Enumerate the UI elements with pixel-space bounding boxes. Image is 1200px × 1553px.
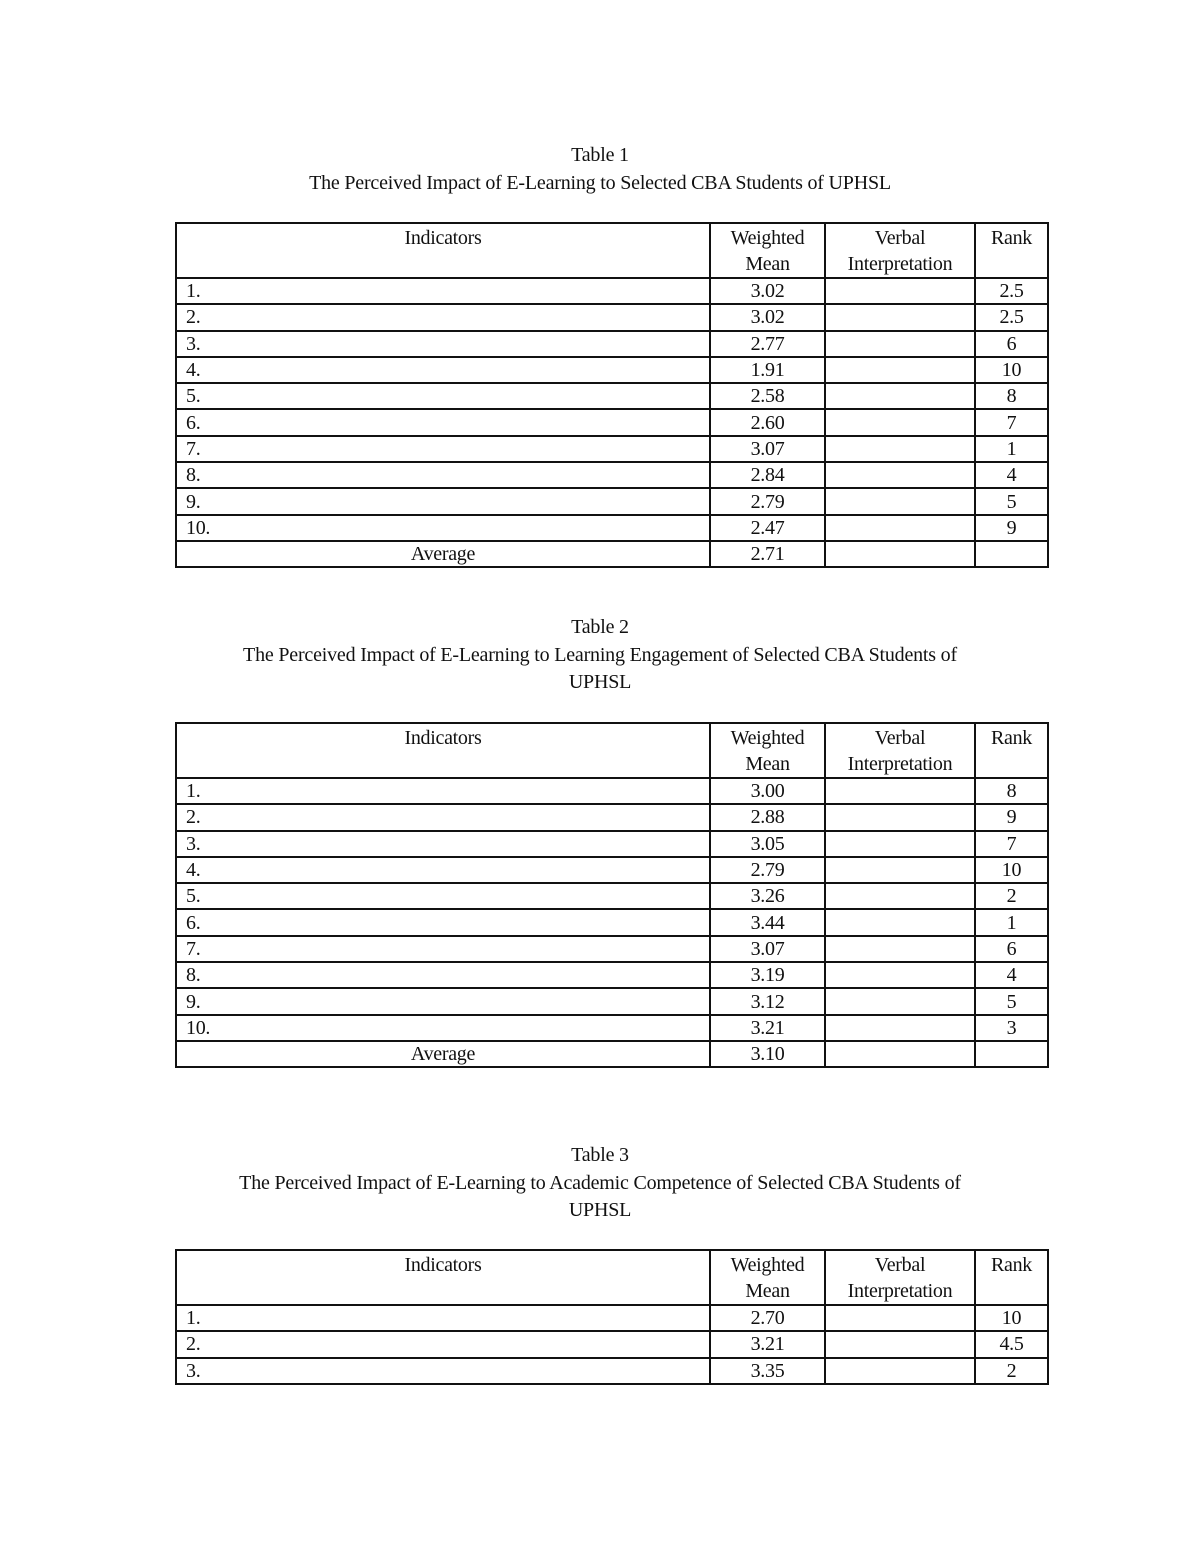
rank-cell: 10 [975, 1305, 1048, 1331]
weighted-mean-cell: 2.47 [710, 515, 825, 541]
verbal-interpretation-cell [825, 804, 975, 830]
header-weighted-mean: Weighted Mean [710, 1250, 825, 1305]
verbal-interpretation-cell [825, 936, 975, 962]
verbal-interpretation-cell [825, 515, 975, 541]
indicator-cell: 3. [176, 331, 710, 357]
header-rank: Rank [975, 723, 1048, 778]
weighted-mean-cell: 3.26 [710, 883, 825, 909]
weighted-mean-cell: 3.19 [710, 962, 825, 988]
rank-cell: 4 [975, 462, 1048, 488]
verbal-interpretation-cell [825, 1305, 975, 1331]
rank-cell: 5 [975, 488, 1048, 514]
verbal-interpretation-cell [825, 304, 975, 330]
table-row [176, 778, 1048, 804]
table-1-label: Table 1 [571, 144, 629, 166]
indicator-cell: 7. [176, 436, 710, 462]
average-label: Average [176, 541, 710, 567]
table-1 [175, 222, 1049, 568]
verbal-interpretation-cell [825, 909, 975, 935]
weighted-mean-cell: 2.79 [710, 857, 825, 883]
rank-cell: 7 [975, 831, 1048, 857]
rank-cell: 8 [975, 383, 1048, 409]
weighted-mean-cell: 3.07 [710, 936, 825, 962]
weighted-mean-cell: 3.44 [710, 909, 825, 935]
table-2-label: Table 2 [571, 616, 629, 638]
table-row [176, 304, 1048, 330]
rank-cell: 4.5 [975, 1331, 1048, 1357]
rank-cell: 2 [975, 883, 1048, 909]
table-row [176, 278, 1048, 304]
weighted-mean-cell: 3.02 [710, 278, 825, 304]
indicator-cell: 9. [176, 488, 710, 514]
indicator-cell: 8. [176, 962, 710, 988]
indicator-cell: 10. [176, 515, 710, 541]
weighted-mean-cell: 1.91 [710, 357, 825, 383]
table-row [176, 409, 1048, 435]
indicator-cell: 8. [176, 462, 710, 488]
weighted-mean-cell: 3.02 [710, 304, 825, 330]
verbal-interpretation-cell [825, 409, 975, 435]
weighted-mean-cell: 3.07 [710, 436, 825, 462]
indicator-cell: 9. [176, 988, 710, 1014]
table-row [176, 462, 1048, 488]
verbal-interpretation-cell [825, 778, 975, 804]
indicator-cell: 1. [176, 278, 710, 304]
indicator-cell: 6. [176, 909, 710, 935]
average-label: Average [176, 1041, 710, 1067]
rank-cell: 8 [975, 778, 1048, 804]
header-indicators: Indicators [176, 1250, 710, 1305]
table-row [176, 1305, 1048, 1331]
header-verbal-interpretation: Verbal Interpretation [825, 1250, 975, 1305]
header-rank: Rank [975, 1250, 1048, 1305]
table-3 [175, 1249, 1049, 1385]
table-row [176, 804, 1048, 830]
rank-cell: 2.5 [975, 304, 1048, 330]
average-row [176, 1041, 1048, 1067]
table-header-row [176, 1250, 1048, 1305]
rank-cell: 4 [975, 962, 1048, 988]
indicator-cell: 3. [176, 831, 710, 857]
verbal-interpretation-cell [825, 436, 975, 462]
rank-cell: 9 [975, 804, 1048, 830]
average-row [176, 541, 1048, 567]
indicator-cell: 5. [176, 883, 710, 909]
header-weighted-mean: Weighted Mean [710, 723, 825, 778]
verbal-interpretation-cell [825, 357, 975, 383]
verbal-interpretation-cell [825, 331, 975, 357]
weighted-mean-cell: 2.79 [710, 488, 825, 514]
rank-cell: 10 [975, 357, 1048, 383]
table-2-caption [150, 614, 1050, 697]
table-header-row [176, 723, 1048, 778]
table-2-title-line-2: UPHSL [568, 671, 632, 693]
table-row [176, 488, 1048, 514]
table-3-title-line-1: The Perceived Impact of E-Learning to Academic Competence of Selected CBA Students of [239, 1171, 961, 1194]
table-3-label: Table 3 [571, 1144, 629, 1166]
indicator-cell: 3. [176, 1358, 710, 1384]
verbal-interpretation-cell [825, 883, 975, 909]
verbal-interpretation-cell [825, 278, 975, 304]
average-mean: 2.71 [710, 541, 825, 567]
table-1-caption [150, 142, 1050, 197]
average-mean: 3.10 [710, 1041, 825, 1067]
indicator-cell: 2. [176, 804, 710, 830]
verbal-interpretation-cell [825, 383, 975, 409]
weighted-mean-cell: 3.12 [710, 988, 825, 1014]
verbal-interpretation-cell [825, 488, 975, 514]
rank-cell: 10 [975, 857, 1048, 883]
rank-cell: 2.5 [975, 278, 1048, 304]
verbal-interpretation-cell [825, 831, 975, 857]
table-row [176, 936, 1048, 962]
table-row [176, 436, 1048, 462]
table-row [176, 962, 1048, 988]
weighted-mean-cell: 3.21 [710, 1015, 825, 1041]
verbal-interpretation-cell [825, 462, 975, 488]
table-2-title-line-1: The Perceived Impact of E-Learning to Learning Engagement of Selected CBA Students of [243, 643, 957, 666]
table-1-title: The Perceived Impact of E-Learning to Selected CBA Students of UPHSL [309, 171, 891, 194]
header-rank: Rank [975, 223, 1048, 278]
indicator-cell: 7. [176, 936, 710, 962]
rank-cell: 9 [975, 515, 1048, 541]
indicator-cell: 4. [176, 857, 710, 883]
indicator-cell: 10. [176, 1015, 710, 1041]
indicator-cell: 5. [176, 383, 710, 409]
average-rank [975, 1041, 1048, 1067]
average-rank [975, 541, 1048, 567]
table-row [176, 988, 1048, 1014]
header-indicators: Indicators [176, 223, 710, 278]
verbal-interpretation-cell [825, 1331, 975, 1357]
table-row [176, 383, 1048, 409]
rank-cell: 5 [975, 988, 1048, 1014]
table-3-title-line-2: UPHSL [568, 1199, 632, 1221]
rank-cell: 2 [975, 1358, 1048, 1384]
rank-cell: 1 [975, 909, 1048, 935]
rank-cell: 6 [975, 331, 1048, 357]
header-verbal-interpretation: Verbal Interpretation [825, 223, 975, 278]
average-verbal [825, 541, 975, 567]
indicator-cell: 2. [176, 1331, 710, 1357]
verbal-interpretation-cell [825, 988, 975, 1014]
rank-cell: 3 [975, 1015, 1048, 1041]
rank-cell: 7 [975, 409, 1048, 435]
header-weighted-mean: Weighted Mean [710, 223, 825, 278]
table-2 [175, 722, 1049, 1068]
header-verbal-interpretation: Verbal Interpretation [825, 723, 975, 778]
weighted-mean-cell: 2.70 [710, 1305, 825, 1331]
table-row [176, 331, 1048, 357]
verbal-interpretation-cell [825, 962, 975, 988]
weighted-mean-cell: 2.58 [710, 383, 825, 409]
indicator-cell: 1. [176, 1305, 710, 1331]
table-row [176, 1331, 1048, 1357]
table-row [176, 1358, 1048, 1384]
verbal-interpretation-cell [825, 857, 975, 883]
weighted-mean-cell: 2.84 [710, 462, 825, 488]
table-row [176, 883, 1048, 909]
weighted-mean-cell: 2.60 [710, 409, 825, 435]
table-row [176, 857, 1048, 883]
table-header-row [176, 223, 1048, 278]
table-row [176, 1015, 1048, 1041]
weighted-mean-cell: 2.88 [710, 804, 825, 830]
indicator-cell: 4. [176, 357, 710, 383]
average-verbal [825, 1041, 975, 1067]
table-row [176, 909, 1048, 935]
weighted-mean-cell: 3.35 [710, 1358, 825, 1384]
weighted-mean-cell: 3.05 [710, 831, 825, 857]
weighted-mean-cell: 2.77 [710, 331, 825, 357]
table-row [176, 357, 1048, 383]
header-indicators: Indicators [176, 723, 710, 778]
rank-cell: 1 [975, 436, 1048, 462]
weighted-mean-cell: 3.00 [710, 778, 825, 804]
verbal-interpretation-cell [825, 1358, 975, 1384]
rank-cell: 6 [975, 936, 1048, 962]
indicator-cell: 1. [176, 778, 710, 804]
indicator-cell: 2. [176, 304, 710, 330]
table-3-caption [150, 1142, 1050, 1225]
table-row [176, 831, 1048, 857]
weighted-mean-cell: 3.21 [710, 1331, 825, 1357]
verbal-interpretation-cell [825, 1015, 975, 1041]
table-row [176, 515, 1048, 541]
indicator-cell: 6. [176, 409, 710, 435]
